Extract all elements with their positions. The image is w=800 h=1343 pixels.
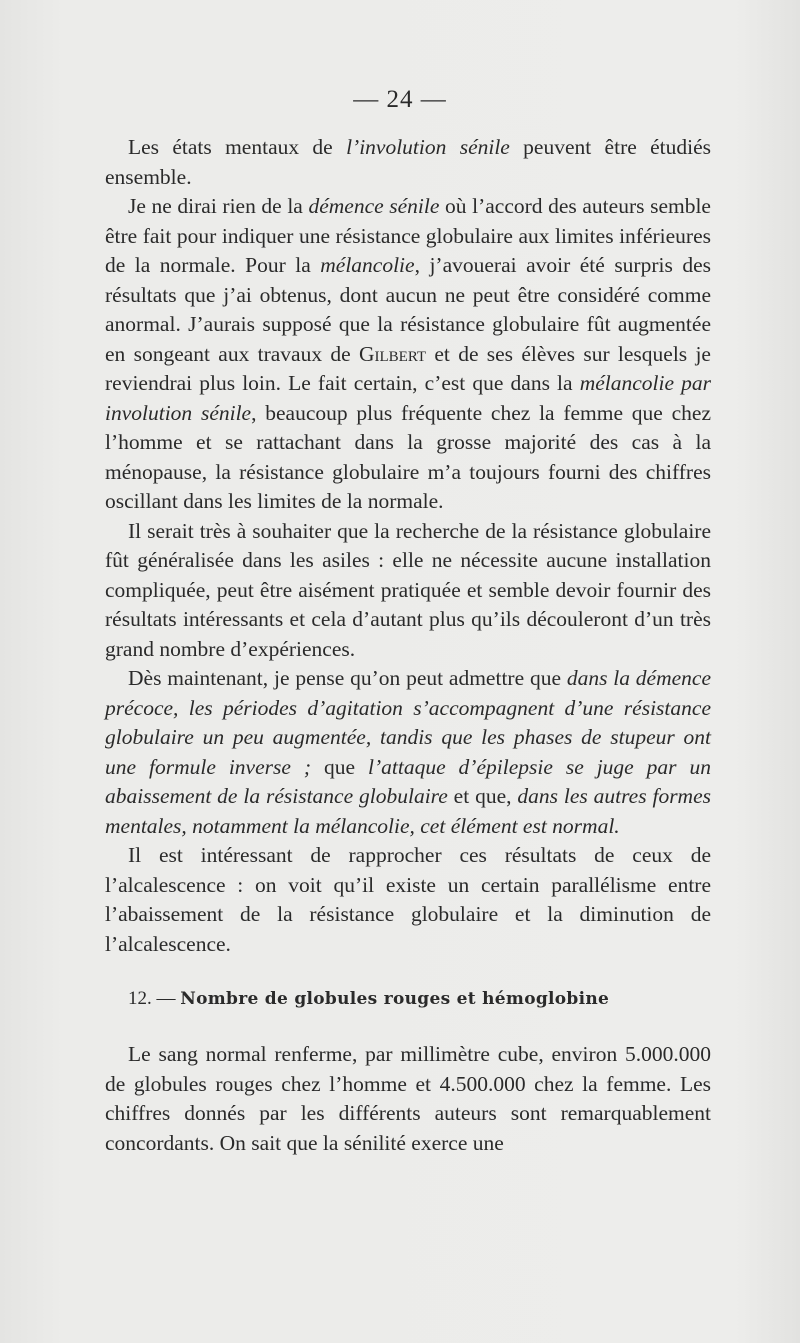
paragraph	[105, 133, 711, 192]
section-title: Nombre de globules rouges et hémoglobine	[180, 989, 610, 1009]
author-name: Gilbert	[358, 341, 427, 366]
italic-text: l’attaque d’épilepsie se juge par un abaissement de la résistance globulaire	[105, 754, 711, 808]
text-run: Il est intéressant de rapprocher ces résultats de ceux de l’alcalescence : on voit qu’il existe un certain parallélisme entre l’abaissement de la résistance globulaire et la diminution de l’alcalescence.	[105, 843, 711, 956]
italic-text: mélancolie par involution sénile	[105, 371, 711, 425]
text-run: que	[311, 754, 368, 779]
italic-text: démence sénile	[308, 194, 440, 218]
section-number: 12. —	[128, 988, 176, 1009]
section-heading	[105, 985, 711, 1013]
text-run: , j’avouerai avoir été surpris des résultats que j’ai obtenus, dont aucun ne peut être considéré comme anormal. J’aurais supposé que la résistance globulaire fût augmentée en songeant aux travaux de	[105, 253, 711, 366]
text-run: et que,	[447, 784, 518, 808]
text-run: Je ne dirai rien de la	[128, 194, 309, 218]
text-run: , beaucoup plus fréquente chez la femme que chez l’homme et se rattachant dans la grosse majorité des cas à la ménopause, la résistance globulaire m’a toujours fourni des chiffres oscillant dans les limites de la normale.	[105, 400, 711, 513]
text-run: Le sang normal renferme, par millimètre cube, environ 5.000.000 de globules rouges chez l’homme et 4.500.000 chez la femme. Les chiffres donnés par les différents auteurs sont remarquablement concordants. On sait que la sénilité exerce une	[105, 1042, 711, 1155]
italic-text: dans la démence précoce, les périodes d’agitation s’accompagnent d’une résistance globulaire un peu augmentée, tandis que les phases de stupeur ont une formule inverse ;	[105, 666, 711, 779]
paragraph	[105, 192, 711, 517]
paragraph	[105, 664, 711, 841]
text-run: Les états mentaux de	[128, 135, 347, 159]
page-number: — 24 —	[353, 86, 447, 113]
text-run: peuvent être étudiés ensemble.	[105, 135, 711, 189]
text-run: où l’accord des auteurs semble être fait pour indiquer une résistance globulaire aux limites inférieures de la normale. Pour la	[105, 194, 711, 277]
paragraph	[105, 517, 711, 665]
text-run: Dès maintenant, je pense qu’on peut admettre que	[128, 666, 567, 690]
paragraph	[105, 1040, 711, 1158]
italic-text: l’involution sénile	[346, 135, 510, 159]
italic-text: dans les autres formes mentales, notamment la mélancolie, cet élément est normal.	[105, 784, 711, 838]
text-run: et de ses élèves sur lesquels je reviendrai plus loin. Le fait certain, c’est que dans la	[105, 341, 711, 395]
body-text-bottom	[105, 1040, 711, 1158]
text-run: Il serait très à souhaiter que la recherche de la résistance globulaire fût généralisée dans les asiles : elle ne nécessite aucune installation compliquée, peut être aisément pratiquée et semble devoir fournir des résultats intéressants et cela d’autant plus qu’ils découleront d’un très grand nombre d’expériences.	[105, 518, 711, 661]
italic-text: mélancolie	[320, 253, 415, 277]
paragraph	[105, 841, 711, 959]
body-text-top	[105, 133, 711, 959]
